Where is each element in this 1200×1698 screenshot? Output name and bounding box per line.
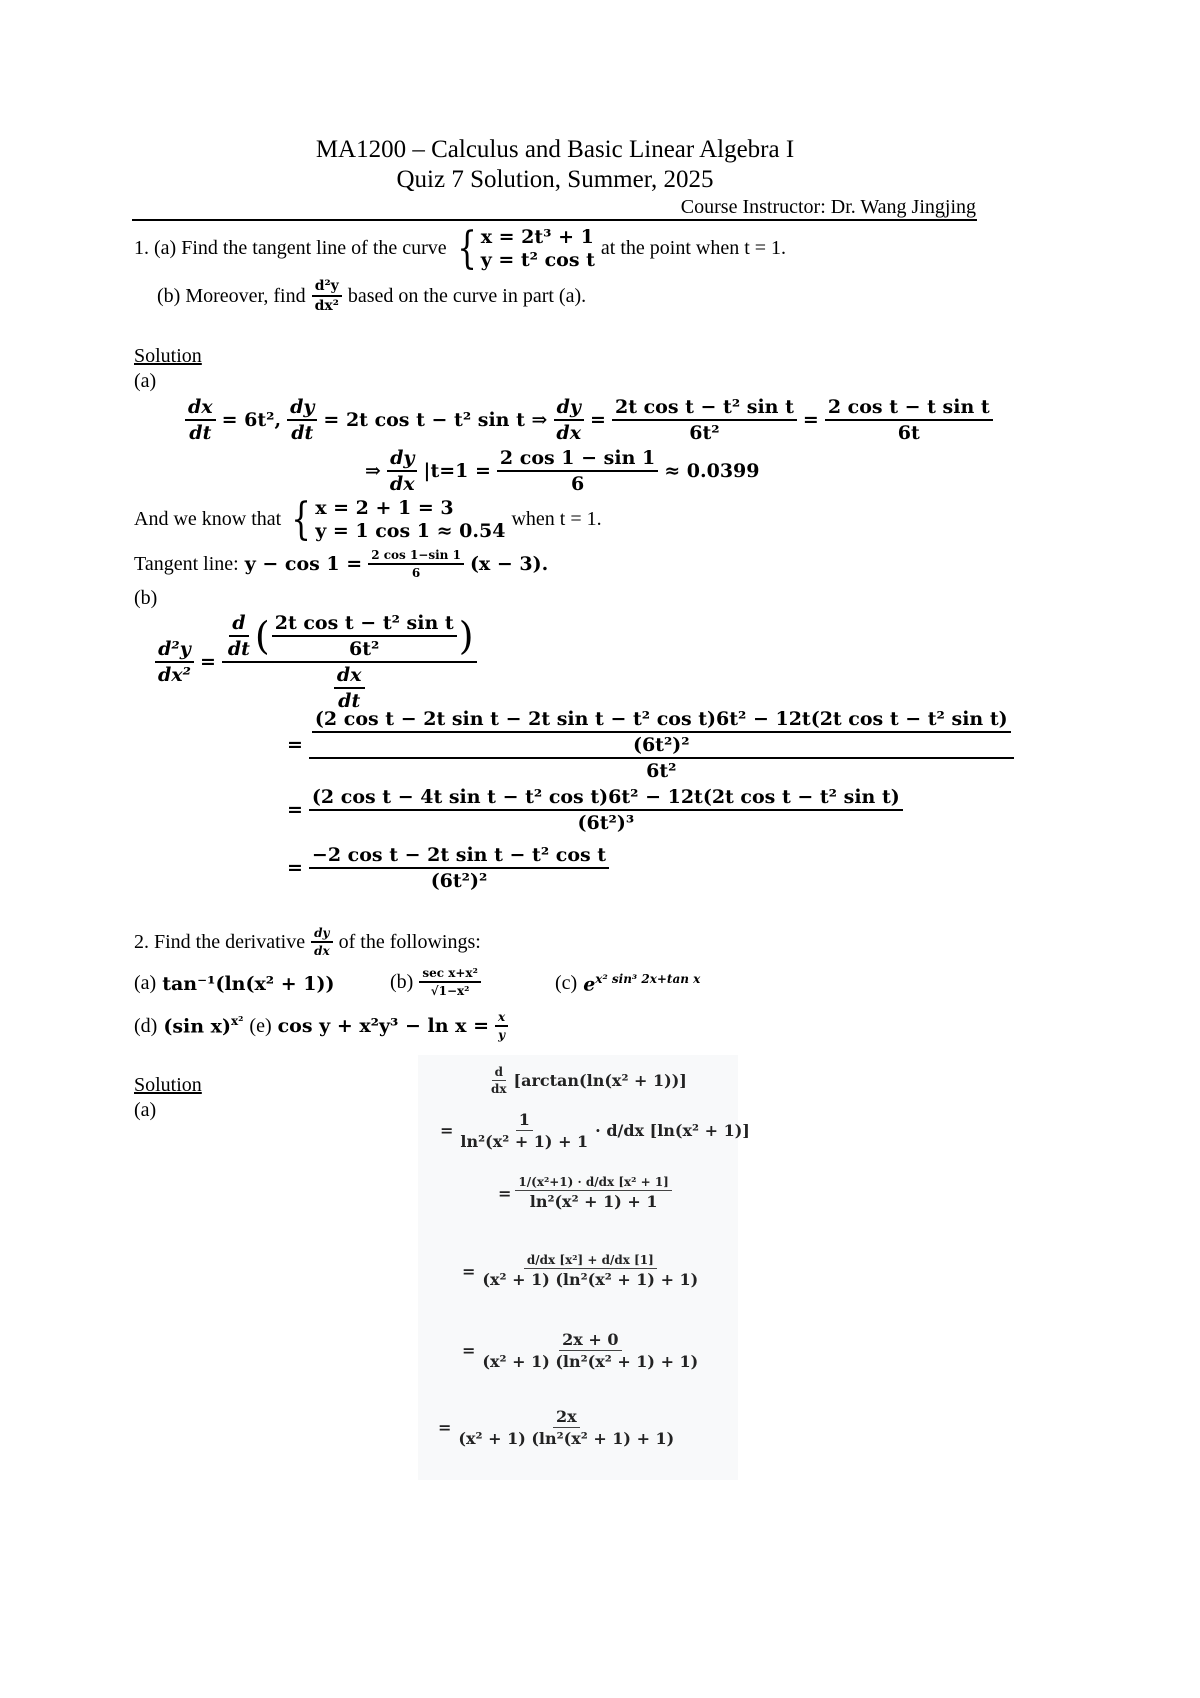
outer-fraction [222,612,477,712]
second-derivative-step-1 [287,708,1014,782]
inner-fraction [272,612,457,660]
q2-suffix: of the followings: [338,930,481,953]
denominator: dx [556,422,582,444]
fraction [457,1110,591,1151]
know-suffix: when t = 1. [511,508,602,531]
denominator: 6 [411,566,421,580]
denominator: dx² [158,664,191,686]
exponent: x² sin³ 2x+tan x [595,972,701,986]
expression: tan⁻¹(ln(x² + 1)) [162,972,335,995]
numerator: 2x + 0 [559,1330,621,1351]
dy-dx [311,926,333,958]
know-prefix: And we know that [134,508,282,531]
implies: ⇒ [365,460,381,482]
dy-dx [387,447,418,495]
brace: { [291,493,312,545]
sys-x: x = 2t³ + 1 [480,226,594,248]
sys-y: y = t² cos t [480,248,595,271]
denominator: dx [491,1082,507,1096]
numerator: dx [334,664,365,689]
result-fraction [309,844,609,892]
solution-label: Solution [134,345,202,367]
numerator: 1 [516,1110,533,1131]
equals: = [199,651,216,673]
d2y-dx2 [155,638,194,686]
denominator: dt [338,690,361,712]
equation-slope-at-1 [365,447,760,495]
label: (e) [249,1014,272,1037]
denominator: 6t² [349,638,380,660]
equals: = [438,1418,452,1437]
evaluate-at: |t=1 = [423,460,491,482]
dy-dx [553,396,584,444]
numerator: d/dx [x²] + d/dx [1] [524,1253,657,1269]
numerator: dy [287,396,317,421]
equals: = [440,1121,454,1140]
fraction-1 [612,396,797,444]
equals: = [498,1183,512,1203]
course-title: MA1200 – Calculus and Basic Linear Algebra I [315,136,795,163]
slope-approx: ≈ 0.0399 [664,460,760,482]
expression [419,966,481,998]
denominator: dx [314,944,330,958]
denominator: (6t²)² [632,734,690,756]
numerator [222,612,477,663]
inner-fraction [312,708,1011,756]
q2-prefix: 2. Find the derivative [134,930,306,953]
d2y-dx2-fraction [312,278,342,314]
numerator: 2 cos 1−sin 1 [368,548,464,565]
denominator: y [498,1028,506,1042]
base: (sin x) [163,1015,231,1038]
numerator: 2 cos t − t sin t [825,396,993,421]
label: (a) [134,972,157,994]
step-2 [440,1110,750,1151]
q2-a [134,972,334,995]
solution-image [418,1055,750,1480]
tangent-rhs: (x − 3). [469,553,549,575]
denominator: dx² [314,298,339,314]
d-dx [488,1065,510,1096]
equals: = [287,734,303,756]
dy-dt [287,396,317,444]
dx-dt-value: = 6t², [221,409,282,431]
denominator: dx [389,473,415,495]
q2-b [390,966,481,998]
expression [583,972,700,995]
denominator: 6t [897,422,920,444]
numerator: d [492,1065,506,1081]
denominator: (x² + 1) (ln²(x² + 1) + 1) [482,1352,699,1371]
numerator: (2 cos t − 4t sin t − t² cos t)6t² − 12t(2t cos t − t² sin t) [309,786,903,811]
equation-derivatives [185,396,993,444]
label: (d) [134,1014,158,1037]
slope-fraction [497,447,658,495]
question-2 [134,926,481,958]
d-dt [225,612,253,660]
equals: = [287,799,303,821]
tangent-lhs: y − cos 1 = [244,553,363,575]
q1a-suffix: at the point when t = 1. [600,237,787,260]
point-y: y = 1 cos 1 ≈ 0.54 [315,519,506,542]
step-4 [462,1253,701,1289]
solution-2-label: Solution [134,1074,202,1096]
equals: = [462,1261,476,1281]
paren: ) [458,614,474,658]
denominator [331,663,368,712]
numerator: 2x [553,1407,580,1428]
curve-system [453,222,595,274]
tangent-prefix: Tangent line: [134,552,239,575]
numerator: d [229,612,248,637]
equals: = [590,409,606,431]
exponent: x² [230,1014,244,1029]
rest: · d/dx [ln(x² + 1)] [595,1121,750,1140]
numerator: dy [387,447,417,472]
question-1b [157,278,586,314]
denominator: dt [291,422,314,444]
numerator: 2t cos t − t² sin t [612,396,797,421]
denominator: dt [227,638,250,660]
fraction [479,1253,701,1289]
label: (b) [390,970,414,993]
numerator: 2 cos 1 − sin 1 [497,447,658,472]
denominator: 6t² [689,422,720,444]
solution-2-part-a: (a) [134,1099,157,1121]
numerator: −2 cos t − 2t sin t − t² cos t [309,844,609,869]
equals: = [802,409,819,431]
expression-d [163,1014,243,1037]
point-system [287,493,506,545]
numerator: 2t cos t − t² sin t [272,612,457,637]
denominator: (x² + 1) (ln²(x² + 1) + 1) [458,1429,675,1448]
fraction [455,1407,677,1448]
step-1-fraction [309,708,1014,782]
paren: ( [254,614,270,658]
instructor: Course Instructor: Dr. Wang Jingjing [680,196,976,218]
q1b-suffix: based on the curve in part (a). [347,284,587,307]
second-derivative-step-2 [287,786,903,834]
q1b-prefix: (b) Moreover, find [157,284,306,307]
dy-dt-value: = 2t cos t − t² sin t ⇒ [323,409,548,431]
header-rule [132,219,977,221]
point-line [134,493,602,545]
numerator: d²y [312,278,342,297]
fraction [479,1330,701,1371]
tangent-line [134,548,548,580]
quiz-title: Quiz 7 Solution, Summer, 2025 [396,166,714,193]
denominator: (6t²)³ [577,812,635,834]
numerator: dx [185,396,216,421]
label: (c) [555,972,578,995]
expression: [arctan(ln(x² + 1))] [513,1071,687,1090]
q1a-prefix: 1. (a) Find the tangent line of the curve [134,237,447,260]
step-6 [438,1407,677,1448]
equals: = [287,857,303,879]
step-3 [498,1175,672,1211]
q2-c [555,972,700,995]
brace: { [456,222,477,274]
numerator: sec x+x² [419,966,481,983]
equals: = [462,1341,476,1360]
second-derivative-def [155,612,477,712]
denominator: (6t²)² [430,870,488,892]
denominator: (x² + 1) (ln²(x² + 1) + 1) [482,1270,699,1289]
numerator: 1/(x²+1) · d/dx [x² + 1] [515,1175,671,1191]
second-derivative-result [287,844,609,892]
base: e [583,973,596,996]
dx-dt [334,664,365,712]
tangent-slope [368,548,464,580]
question-1a [134,222,787,274]
denominator: √1−x² [430,984,470,998]
step-1 [488,1065,687,1096]
denominator: dt [189,422,212,444]
numerator: x [495,1010,508,1027]
denominator: 6 [570,473,585,495]
numerator: dy [554,396,584,421]
dx-dt [185,396,216,444]
expression-e: cos y + x²y³ − ln x = [277,1015,490,1037]
fraction [515,1175,671,1211]
numerator [309,708,1014,759]
q2-d-e [134,1010,508,1042]
x-over-y [495,1010,508,1042]
denominator: ln²(x² + 1) + 1 [460,1132,589,1151]
numerator: d²y [155,638,194,663]
step-2-fraction [309,786,903,834]
numerator: (2 cos t − 2t sin t − 2t sin t − t² cos t)6t² − 12t(2t cos t − t² sin t) [312,708,1011,733]
point-x: x = 2 + 1 = 3 [315,497,454,519]
part-b-label: (b) [134,587,158,609]
numerator: dy [311,926,332,943]
fraction-2 [825,396,993,444]
part-a-label: (a) [134,370,157,392]
denominator: 6t² [646,760,677,782]
step-5 [462,1330,701,1371]
denominator: ln²(x² + 1) + 1 [529,1192,658,1211]
